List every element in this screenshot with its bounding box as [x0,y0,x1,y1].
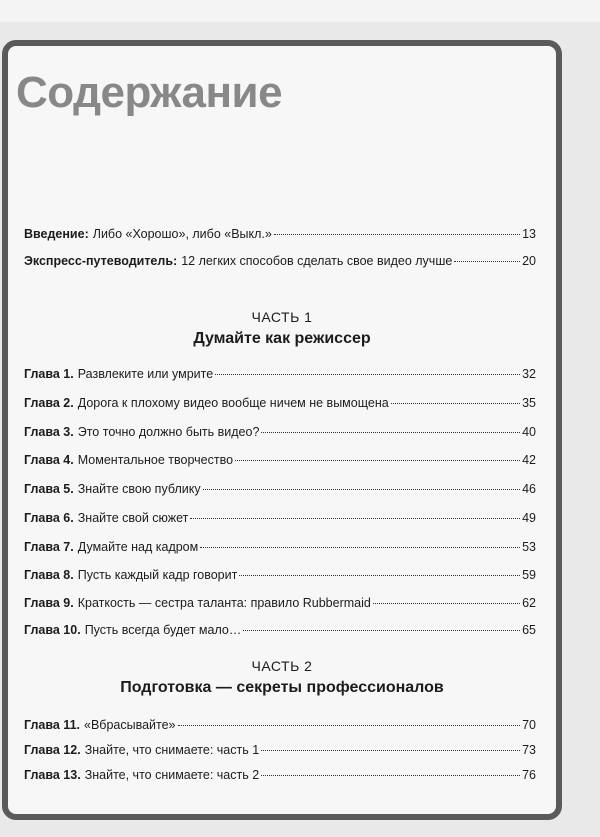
page-number: 42 [522,453,536,467]
page-number: 32 [522,367,536,381]
chapter-label: Глава 8. [24,568,74,582]
entry-label: Введение: [24,227,89,241]
toc-entry-chapter-4[interactable] [24,452,536,468]
chapter-title: Развлеките или умрите [77,367,214,381]
chapter-title: Знайте, что снимаете: часть 2 [84,768,260,782]
part-1-heading [8,309,556,348]
page-title: Содержание [16,68,283,117]
chapter-title: Знайте свою публику [77,482,201,496]
chapter-title: Пусть всегда будет мало… [84,623,242,637]
page-number: 73 [522,743,536,757]
chapter-label: Глава 13. [24,768,81,782]
entry-label: Экспресс-путеводитель: [24,254,178,268]
toc-entry-chapter-9[interactable] [24,595,536,611]
entry-title: 12 легких способов сделать свое видео лучше [181,254,453,268]
chapter-title: Моментальное творчество [77,453,234,467]
chapter-label: Глава 9. [24,596,74,610]
dot-leader [243,630,520,631]
chapter-label: Глава 6. [24,511,74,525]
dot-leader [261,432,520,433]
toc-entry-chapter-12[interactable] [24,742,536,758]
dot-leader [200,547,520,548]
page-top-edge [0,0,600,22]
chapter-title: Пусть каждый кадр говорит [77,568,238,582]
toc-entry-chapter-3[interactable] [24,424,536,440]
dot-leader [373,603,520,604]
toc-entry-chapter-5[interactable] [24,481,536,497]
chapter-label: Глава 4. [24,453,74,467]
page-number: 40 [522,425,536,439]
dot-leader [454,261,520,262]
dot-leader [274,234,520,235]
chapter-title: Знайте, что снимаете: часть 1 [84,743,260,757]
chapter-title: Знайте свой сюжет [77,511,189,525]
part-label: ЧАСТЬ 2 [251,658,313,674]
chapter-title: Краткость — сестра таланта: правило Rubbermaid [77,596,371,610]
page-number: 62 [522,596,536,610]
page-number: 46 [522,482,536,496]
toc-entry-chapter-7[interactable] [24,539,536,555]
chapter-label: Глава 11. [24,718,80,732]
dot-leader [239,575,520,576]
chapter-title: «Вбрасывайте» [84,718,176,732]
toc-entry-chapter-6[interactable] [24,510,536,526]
chapter-label: Глава 10. [24,623,81,637]
toc-entry-chapter-1[interactable] [24,366,536,382]
page-number: 53 [522,540,536,554]
toc-entry-chapter-13[interactable] [24,767,536,783]
toc-page [2,40,562,820]
page-number: 20 [522,254,536,268]
toc-entry-chapter-2[interactable] [24,395,536,411]
chapter-label: Глава 12. [24,743,81,757]
dot-leader [261,750,520,751]
chapter-label: Глава 2. [24,396,74,410]
page-number: 35 [522,396,536,410]
dot-leader [391,403,520,404]
part-label: ЧАСТЬ 1 [251,309,313,325]
dot-leader [235,460,520,461]
part-2-heading [8,658,556,697]
page-number: 59 [522,568,536,582]
chapter-title: Это точно должно быть видео? [77,425,260,439]
chapter-label: Глава 1. [24,367,74,381]
toc-entry-quick-guide[interactable] [24,253,536,269]
dot-leader [261,775,520,776]
page-number: 70 [522,718,536,732]
page-number: 65 [522,623,536,637]
dot-leader [215,374,520,375]
toc-entry-chapter-10[interactable] [24,622,536,638]
page-number: 13 [522,227,536,241]
chapter-label: Глава 7. [24,540,74,554]
part-title: Подготовка — секреты профессионалов [120,679,444,696]
dot-leader [178,725,521,726]
part-title: Думайте как режиссер [193,330,371,347]
chapter-label: Глава 3. [24,425,74,439]
toc-entry-chapter-11[interactable] [24,717,536,733]
entry-title: Либо «Хорошо», либо «Выкл.» [92,227,272,241]
toc-entry-introduction[interactable] [24,226,536,242]
toc-entry-chapter-8[interactable] [24,567,536,583]
chapter-title: Думайте над кадром [77,540,199,554]
chapter-label: Глава 5. [24,482,74,496]
page-number: 49 [522,511,536,525]
chapter-title: Дорога к плохому видео вообще ничем не вымощена [77,396,389,410]
dot-leader [203,489,521,490]
dot-leader [190,518,520,519]
page-number: 76 [522,768,536,782]
